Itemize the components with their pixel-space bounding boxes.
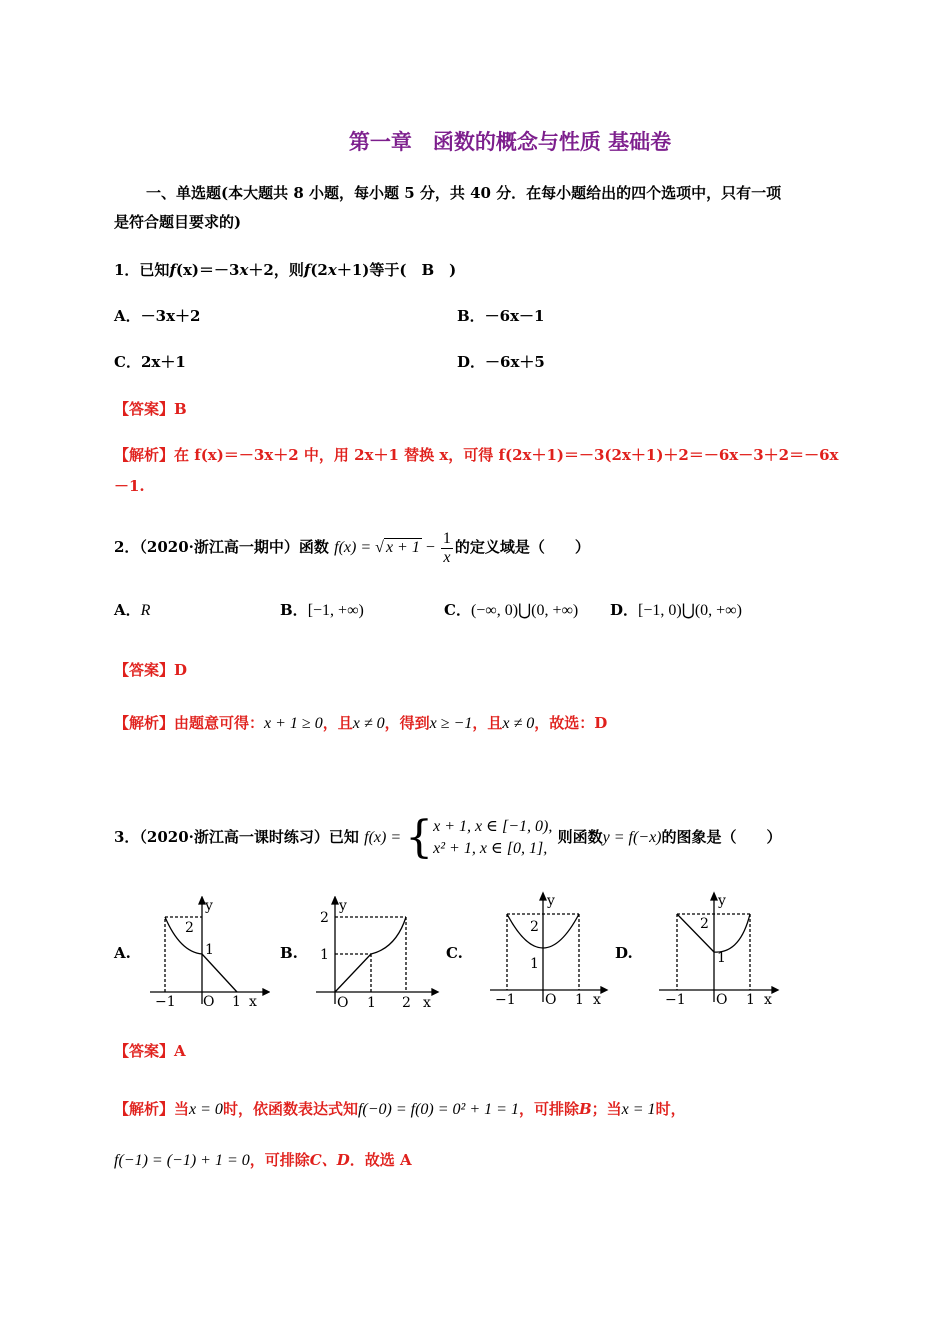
q3-option-b-label: B. [280, 944, 298, 962]
q2-analysis-math4: x ≠ 0 [502, 715, 535, 732]
origin-label: O [337, 995, 349, 1011]
q1-arg2: ＋1)等于( B ) [336, 261, 457, 279]
q2-option-c [444, 599, 578, 620]
q3-analysis-b: 时，依函数表达式知 [222, 1100, 358, 1118]
tick-neg1: −1 [495, 992, 516, 1006]
q2-analysis-c: ，得到 [384, 714, 430, 732]
q1-answer-value: B [174, 400, 187, 418]
q3-analysis-b-option: B [578, 1100, 592, 1118]
q2-analysis [114, 712, 607, 733]
q2-option-b [280, 599, 364, 620]
q3-analysis-cd-options: C、D [309, 1151, 350, 1169]
q2-frac-den: x [443, 548, 451, 566]
q1-x: x [239, 261, 249, 279]
q3-answer-label: 【答案】 [114, 1042, 175, 1060]
q2-sqrt-arg: x + 1 [385, 539, 420, 556]
q1-analysis-label: 【解析】 [114, 446, 175, 464]
page-title: 第一章 函数的概念与性质 基础卷 [348, 130, 672, 154]
q3-piecewise [433, 816, 552, 860]
section-heading-line1: 一、单选题(本大题共 8 小题，每小题 5 分，共 40 分．在每小题给出的四个选项中，只有一项 [146, 184, 782, 202]
q2-option-b-value: [−1, +∞) [307, 602, 364, 619]
tick-1: 1 [746, 992, 755, 1006]
q3-suffix: 的图象是（ ） [661, 828, 782, 846]
x-label: x [249, 994, 257, 1008]
curve [371, 917, 406, 954]
q1-answer [114, 398, 187, 419]
q2-analysis-label: 【解析】 [114, 714, 175, 732]
q2-prefix: 2．（2020·浙江高一期中）函数 [114, 538, 329, 556]
q3-case2: x² + 1, x ∈ [0, 1], [433, 840, 548, 857]
tick-2: 2 [402, 995, 411, 1011]
q2-analysis-d: ，且 [472, 714, 503, 732]
q3-answer [114, 1040, 186, 1061]
q3-option-a-label: A. [114, 944, 131, 962]
q3-answer-value: A [174, 1042, 186, 1060]
q2-minus: − [421, 539, 439, 556]
q2-analysis-e: ，故选：D [534, 714, 608, 732]
q2-frac-num: 1 [442, 529, 451, 547]
q1-option-b: B．－6x－1 [457, 307, 545, 325]
tick-1: 1 [320, 947, 329, 963]
tick-2: 2 [530, 919, 539, 935]
q1-plus2: ＋2，则 [248, 261, 304, 279]
tick-1: 1 [205, 942, 214, 958]
y-arrow-icon [332, 897, 338, 904]
q3-prefix: 3．（2020·浙江高一课时练习）已知 [114, 828, 359, 846]
q2-option-a-label: A． [114, 601, 141, 619]
origin-label: O [716, 992, 728, 1006]
x-arrow-icon [263, 989, 269, 995]
q1-f: f [169, 261, 176, 279]
q3-analysis-a: 当 [174, 1100, 190, 1118]
q3-stem: 3．（2020·浙江高一课时练习）已知 f(x) = { x + 1, x ∈ [−1, 0), x² + 1, x ∈ [0, 1], 则函数y = f(−x)的图象是（ ） [114, 812, 782, 863]
q2-func-lhs: f(x) = [334, 539, 376, 556]
y-label: y [718, 893, 726, 909]
q2-analysis-math2: x ≠ 0 [352, 715, 385, 732]
q3-graph-b [312, 896, 442, 1012]
q3-analysis-c: ，可排除 [518, 1100, 579, 1118]
q1-option-c: C．2x＋1 [114, 353, 186, 371]
y-label: y [547, 893, 555, 909]
x-arrow-icon [772, 987, 778, 993]
q1-fx: (x) [175, 261, 200, 279]
tick-2: 2 [320, 910, 329, 926]
q3-option-c-label: C. [446, 944, 463, 962]
q1-arg: (2 [310, 261, 328, 279]
y-label: y [205, 898, 213, 914]
q2-option-c-label: C． [444, 601, 471, 619]
y-arrow-icon [540, 893, 546, 900]
q2-answer [114, 659, 187, 680]
q3-analysis-e: 时， [655, 1100, 686, 1118]
q1-stem [114, 259, 456, 280]
q3-case1: x + 1, x ∈ [−1, 0), [433, 818, 553, 835]
q3-analysis-line1 [114, 1098, 686, 1119]
q2-option-d-value: [−1, 0)⋃(0, +∞) [638, 602, 742, 619]
q3-analysis-g: ．故选 A [349, 1151, 412, 1169]
q2-answer-label: 【答案】 [114, 661, 175, 679]
q3-analysis-line2 [114, 1149, 412, 1170]
x-arrow-icon [432, 989, 438, 995]
q3-analysis-math4: f(−1) = (−1) + 1 = 0 [114, 1152, 250, 1169]
q3-func-lhs: f(x) = [364, 829, 406, 846]
q2-answer-value: D [174, 661, 188, 679]
origin-label: O [203, 994, 215, 1008]
y-arrow-icon [711, 893, 717, 900]
q1-prefix: 1．已知 [114, 261, 170, 279]
q1-analysis-line2: －1. [114, 477, 145, 495]
q1-analysis-text: 在 f(x)＝－3x＋2 中，用 2x＋1 替换 x，可得 f(2x＋1)＝－3(2x＋1)＋2＝－6x－3＋2＝－6x [174, 446, 839, 464]
q3-graph-d [656, 890, 781, 1006]
q3-analysis-math1: x = 0 [189, 1101, 223, 1118]
q1-option-d: D．－6x＋5 [457, 353, 545, 371]
tick-1: 1 [530, 956, 539, 972]
q2-analysis-math1: x + 1 ≥ 0 [264, 715, 323, 732]
q3-analysis-math3: x = 1 [621, 1101, 656, 1118]
q3-analysis-math2: f(−0) = f(0) = 0² + 1 = 1 [357, 1101, 519, 1118]
q2-suffix: 的定义域是（ ） [454, 538, 590, 556]
x-arrow-icon [601, 987, 607, 993]
segment [202, 954, 237, 992]
q1-option-a: A．－3x＋2 [114, 307, 201, 325]
tick-1: 1 [367, 995, 376, 1011]
tick-1: 1 [717, 950, 726, 966]
q1-analysis-line1 [114, 444, 839, 465]
q2-option-d-label: D． [610, 601, 639, 619]
tick-2: 2 [185, 920, 194, 936]
q2-option-a [114, 599, 150, 620]
q3-analysis-f: ，可排除 [249, 1151, 310, 1169]
q2-option-b-label: B． [280, 601, 308, 619]
q1-eq: ＝－3 [199, 261, 240, 279]
q2-analysis-b: ，且 [322, 714, 353, 732]
q2-analysis-math3: x ≥ −1 [429, 715, 473, 732]
segment [335, 954, 371, 992]
q1-f2: f [303, 261, 311, 279]
q3-analysis-d: ；当 [591, 1100, 622, 1118]
q2-stem: 2．（2020·浙江高一期中）函数 f(x) = √ x + 1 − $\frac{1}{x}$ 的定义域是（ ） [114, 529, 590, 566]
q2-option-c-value: (−∞, 0)⋃(0, +∞) [470, 602, 579, 619]
q1-answer-label: 【答案】 [114, 400, 175, 418]
q2-option-a-value: R [140, 602, 151, 619]
q3-option-d-label: D. [615, 944, 633, 962]
x-label: x [423, 995, 431, 1011]
x-label: x [764, 992, 772, 1006]
q3-graph-c [487, 890, 612, 1006]
tick-2: 2 [700, 916, 709, 932]
origin-label: O [545, 992, 557, 1006]
tick-1: 1 [575, 992, 584, 1006]
section-heading-line2: 是符合题目要求的) [114, 213, 242, 231]
tick-1: 1 [232, 994, 241, 1008]
q1-x2: x [327, 261, 337, 279]
q3-analysis-label: 【解析】 [114, 1100, 175, 1118]
tick-neg1: −1 [665, 992, 686, 1006]
q3-func2: y = f(−x) [602, 829, 662, 846]
curve [714, 914, 750, 952]
q2-option-d [610, 599, 742, 620]
x-label: x [593, 992, 601, 1006]
y-label: y [339, 898, 347, 914]
curve [165, 917, 202, 954]
tick-neg1: −1 [155, 994, 176, 1008]
q3-mid: 则函数 [557, 828, 603, 846]
q2-analysis-a: 由题意可得： [174, 714, 265, 732]
q3-graph-a [145, 896, 270, 1008]
